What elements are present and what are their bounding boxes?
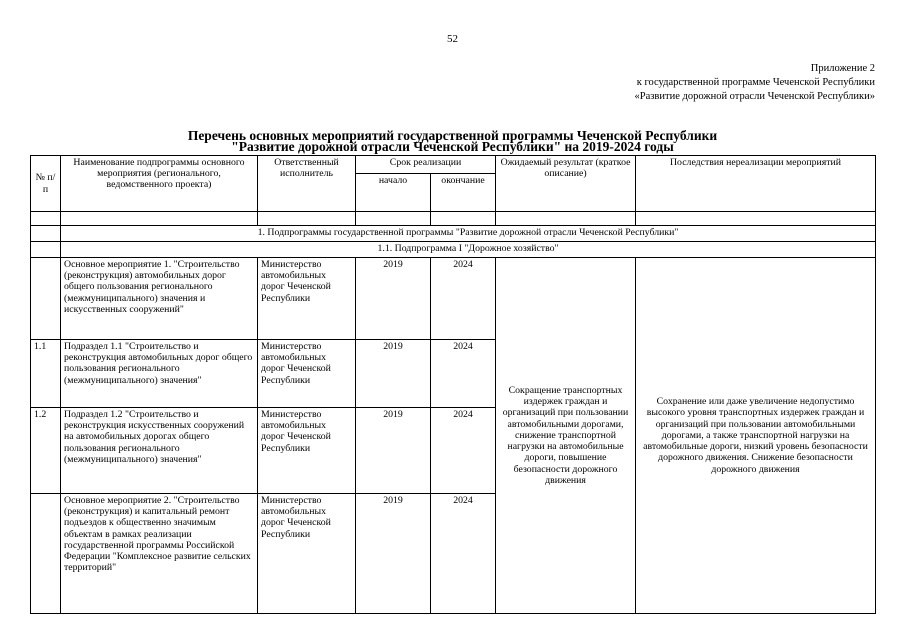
appendix-line-1: Приложение 2 [810,63,875,74]
title-line-1: Перечень основных мероприятий государственной программы Чеченской Республики [187,128,718,143]
row-name: Подраздел 1.1 "Строительство и реконструкция автомобильных дорог общего пользования регионального (межмуниципального) значения" [61,340,258,408]
row-name: Подраздел 1.2 "Строительство и реконструкция искусственных сооружений на автомобильных дорогах общего пользования регионального (межмуниципального) значения" [61,408,258,494]
consequences: Сохранение или даже увеличение недопустимо высокого уровня транспортных издержек граждан и организаций при пользовании автомобильными дорогами, а также транспортной нагрузки на автомобильные дороги, низкий уровень безопасности дорожного движения. Снижение безопасности дорожного движения [636,258,876,614]
row-end: 2024 [431,258,496,340]
row-end: 2024 [431,340,496,408]
section-title-1: 1. Подпрограммы государственной программы "Развитие дорожной отрасли Чеченской Республики" [61,226,876,242]
row-num [31,258,61,340]
row-start: 2019 [356,258,431,340]
header-period: Срок реализации [356,156,496,174]
empty-row [31,212,876,226]
header-consequences: Последствия нереализации мероприятий [636,156,876,212]
header-num: № п/п [31,156,61,212]
section-row-1 [31,226,876,242]
header-result: Ожидаемый результат (краткое описание) [496,156,636,212]
row-executor: Министерство автомобильных дорог Чеченской Республики [258,494,356,614]
row-start: 2019 [356,494,431,614]
row-end: 2024 [431,494,496,614]
section-row-2 [31,242,876,258]
row-start: 2019 [356,340,431,408]
header-name: Наименование подпрограммы основного мероприятия (регионального, ведомственного проекта) [61,156,258,212]
row-executor: Министерство автомобильных дорог Чеченской Республики [258,258,356,340]
section-title-2: 1.1. Подпрограмма I "Дорожное хозяйство" [61,242,876,258]
row-name: Основное мероприятие 1. "Строительство (реконструкция) автомобильных дорог общего пользования регионального (межмуниципального) значения и искусственных сооружений" [61,258,258,340]
header-start: начало [356,174,431,212]
measures-table [30,155,876,614]
document-title [0,130,905,152]
appendix-line-2: к государственной программе Чеченской Республики [636,77,875,88]
title-line-2: "Развитие дорожной отрасли Чеченской Республики" на 2019-2024 годы [231,139,674,154]
row-executor: Министерство автомобильных дорог Чеченской Республики [258,340,356,408]
row-name: Основное мероприятие 2. "Строительство (реконструкция) и капитальный ремонт подъездов к общественно значимым объектам в рамках реализации государственной программы Российской Федерации "Комплексное развитие сельских территорий" [61,494,258,614]
appendix-line-3: «Развитие дорожной отрасли Чеченской Республики» [634,91,875,102]
table-row [31,258,876,340]
expected-result: Сокращение транспортных издержек граждан и организаций при пользовании автомобильными дорогами, снижение транспортной нагрузки на автомобильные дороги, повышение безопасности дорожного движения [496,258,636,614]
row-end: 2024 [431,408,496,494]
page-number: 52 [447,33,458,45]
header-end: окончание [431,174,496,212]
header-row-1 [31,156,876,174]
row-num: 1.2 [31,408,61,494]
appendix-note [635,62,875,104]
row-num [31,494,61,614]
header-executor: Ответственный исполнитель [258,156,356,212]
row-executor: Министерство автомобильных дорог Чеченской Республики [258,408,356,494]
row-num: 1.1 [31,340,61,408]
row-start: 2019 [356,408,431,494]
